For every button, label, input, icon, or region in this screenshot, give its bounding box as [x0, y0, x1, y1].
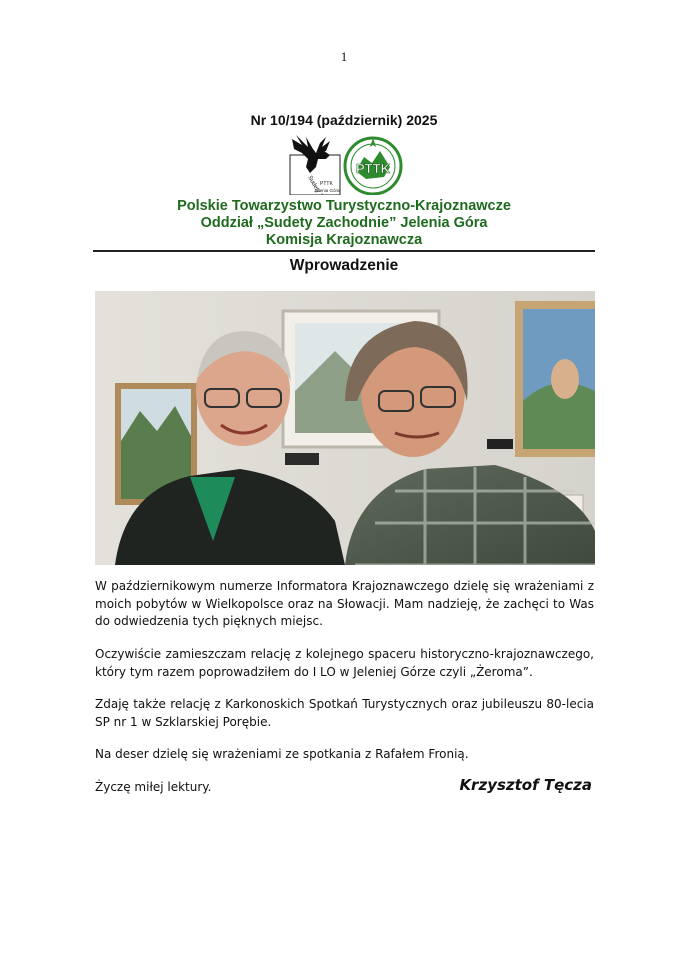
org-branch: Oddział „Sudety Zachodnie” Jelenia Góra: [200, 215, 488, 231]
author-signature: Krzysztof Tęcza: [459, 776, 592, 794]
logo-right-text: PTTK: [356, 161, 390, 176]
paragraph-1: W październikowym numerze Informatora Krajoznawczego dzielę się wrażeniami z moich pobytów w Wielkopolsce oraz na Słowacji. Mam nadzieję, że zachęci to Was do odwiedzenia tych pięknych miejsc.: [95, 579, 594, 628]
deer-logo: [290, 135, 340, 195]
org-commission: Komisja Krajoznawcza: [265, 232, 423, 248]
paragraph-3: Zdaję także relację z Karkonoskich Spotkań Turystycznych oraz jubileuszu 80-lecia SP nr 1 w Szklarskiej Porębie.: [95, 697, 594, 729]
logo-group: [286, 133, 404, 195]
logos: [286, 133, 404, 195]
org-name: Polskie Towarzystwo Turystyczno-Krajoznawcze: [177, 198, 511, 214]
issue-number: Nr 10/194 (październik) 2025: [250, 112, 438, 128]
photo-illustration: [95, 291, 595, 565]
paragraph-2: Oczywiście zamieszczam relację z kolejnego spaceru historyczno-krajoznawczego, który tym razem poprowadziłem do I LO w Jeleniej Górze czyli „Żeroma”.: [95, 647, 594, 679]
logo-left-text-3: Jelenia Góra: [314, 188, 340, 193]
paragraph-4: Na deser dzielę się wrażeniami ze spotkania z Rafałem Fronią.: [95, 747, 469, 761]
photo: [95, 291, 595, 565]
closing-line: Życzę miłej lektury.: [95, 780, 212, 794]
page-number: 1: [340, 49, 348, 64]
pttk-logo: [345, 138, 401, 194]
logo-left-text-2: PTTK: [320, 181, 333, 187]
section-title: Wprowadzenie: [289, 257, 399, 274]
header-divider: [93, 250, 595, 252]
